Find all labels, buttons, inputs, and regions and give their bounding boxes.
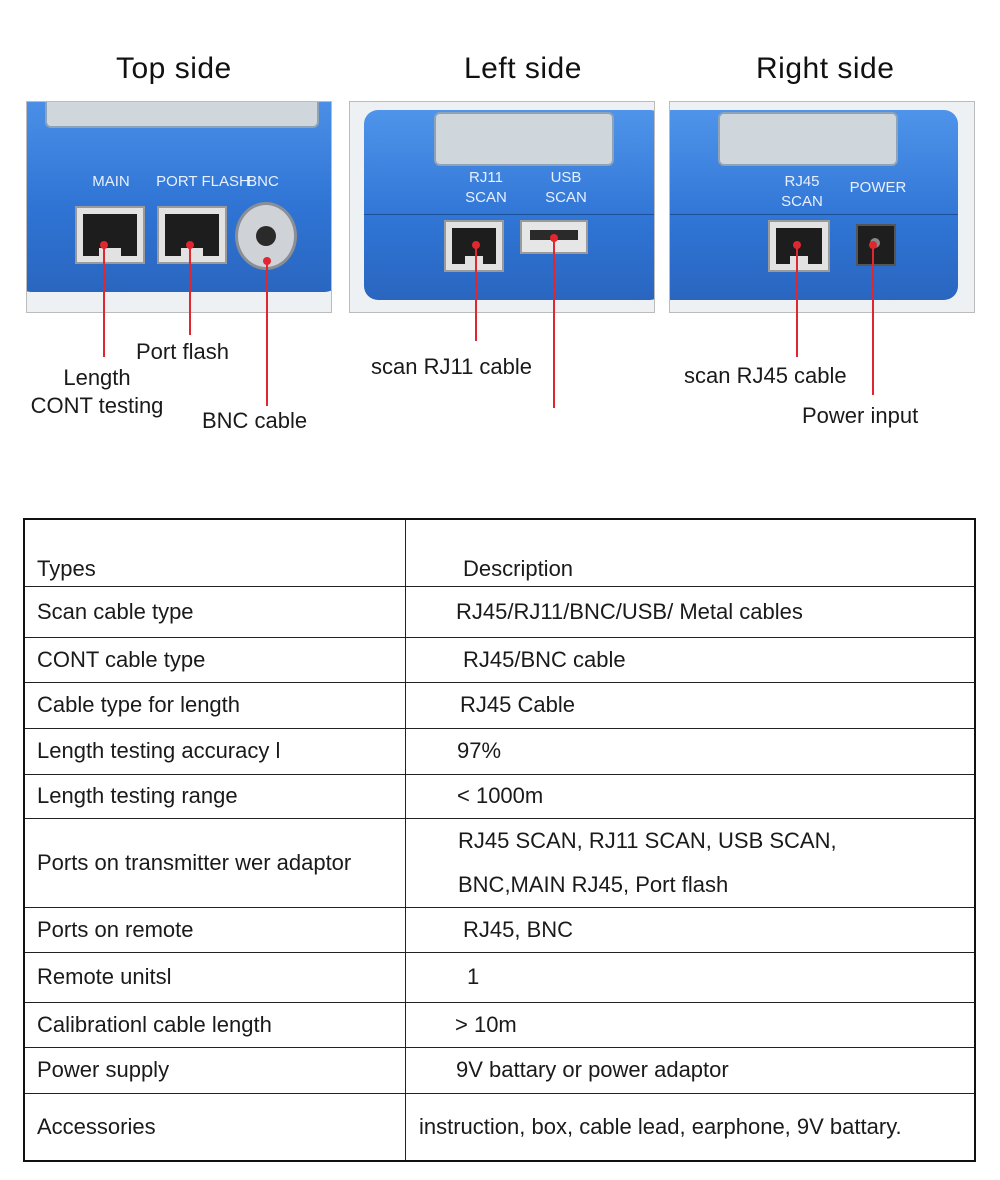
callout-line-port-flash — [189, 245, 191, 335]
device-screen — [45, 101, 319, 128]
description-text: RJ45 SCAN, RJ11 SCAN, USB SCAN, — [458, 827, 837, 853]
table-row — [24, 952, 975, 1002]
table-row — [24, 818, 975, 907]
table-row — [24, 682, 975, 728]
description-text: RJ45/RJ11/BNC/USB/ Metal cables — [456, 598, 803, 624]
table-header-row — [24, 519, 975, 586]
spec-table — [23, 518, 976, 1162]
table-row — [24, 728, 975, 774]
table-row — [24, 1093, 975, 1161]
row-description-cell — [406, 682, 976, 728]
description-text: 97% — [457, 738, 502, 763]
description-text: instruction, box, cable lead, earphone, 9V battary. — [419, 1113, 902, 1139]
table-row — [24, 774, 975, 818]
callout-label-bnc-cable: BNC cable — [202, 408, 308, 433]
callout-line-bnc — [266, 261, 268, 406]
row-description-cell — [406, 1047, 976, 1093]
row-type-cell: Cable type for length — [24, 682, 406, 728]
callout-label-power-input: Power input — [802, 403, 919, 428]
row-type-cell: Ports on remote — [24, 907, 406, 952]
row-description-cell — [406, 586, 976, 637]
row-type-cell: Length testing range — [24, 774, 406, 818]
callout-line-power — [872, 245, 874, 395]
table-row — [24, 586, 975, 637]
header-description: Description — [463, 555, 574, 581]
table-row — [24, 1047, 975, 1093]
callout-line-rj45 — [796, 245, 798, 357]
row-description-cell — [406, 637, 976, 682]
main-port-label: MAIN — [92, 173, 130, 190]
row-type-cell: Power supply — [24, 1047, 406, 1093]
table-row — [24, 1002, 975, 1047]
row-description-cell — [406, 952, 976, 1002]
heading-right-side: Right side — [756, 52, 895, 85]
row-type-cell: Ports on transmitter wer adaptor — [24, 818, 406, 907]
row-type-cell: Accessories — [24, 1093, 406, 1161]
description-text: < 1000m — [457, 783, 544, 808]
callout-label-scan-rj45: scan RJ45 cable — [684, 363, 847, 388]
row-type-cell: Calibrationl cable length — [24, 1002, 406, 1047]
rj11-scan-label: RJ11 SCAN — [465, 169, 507, 206]
table-row — [24, 637, 975, 682]
row-type-cell: Remote unitsl — [24, 952, 406, 1002]
row-type-cell: Scan cable type — [24, 586, 406, 637]
device-screen — [434, 112, 614, 166]
row-description-cell — [406, 1002, 976, 1047]
header-types: Types — [24, 519, 406, 586]
callout-line-rj11 — [475, 245, 477, 341]
callout-label-scan-rj11: scan RJ11 cable — [371, 354, 533, 379]
usb-scan-label: USB SCAN — [545, 169, 587, 206]
description-text: RJ45/BNC cable — [463, 646, 626, 672]
heading-top-side: Top side — [116, 52, 232, 85]
callout-label-length-cont: Length CONT testing — [30, 365, 164, 418]
device-screen — [718, 112, 898, 166]
description-text: RJ45 Cable — [460, 692, 575, 717]
row-description-cell — [406, 818, 976, 907]
description-text: RJ45, BNC — [463, 916, 574, 942]
right-side-photo — [669, 101, 975, 313]
callout-line-main — [103, 245, 105, 357]
top-side-photo — [26, 101, 332, 313]
port-flash-label: PORT FLASH — [156, 173, 250, 190]
row-type-cell: Length testing accuracy l — [24, 728, 406, 774]
device-seam — [364, 214, 655, 215]
left-side-photo — [349, 101, 655, 313]
power-label: POWER — [849, 179, 907, 196]
description-text: BNC,MAIN RJ45, Port flash — [458, 871, 729, 897]
row-type-cell: CONT cable type — [24, 637, 406, 682]
callout-label-port-flash: Port flash — [136, 339, 229, 364]
main-rj45-port — [75, 206, 145, 264]
row-description-cell — [406, 907, 976, 952]
description-text: > 10m — [455, 1011, 517, 1037]
heading-left-side: Left side — [464, 52, 582, 85]
row-description-cell — [406, 728, 976, 774]
bnc-label: BNC — [247, 173, 279, 190]
description-text: 9V battary or power adaptor — [456, 1057, 729, 1082]
callout-line-usb — [553, 238, 555, 408]
port-flash-rj45-port — [157, 206, 227, 264]
device-seam — [669, 214, 958, 215]
table-row — [24, 907, 975, 952]
rj45-scan-label: RJ45 SCAN — [781, 173, 823, 210]
description-text: 1 — [467, 964, 480, 989]
row-description-cell — [406, 774, 976, 818]
row-description-cell — [406, 1093, 976, 1161]
